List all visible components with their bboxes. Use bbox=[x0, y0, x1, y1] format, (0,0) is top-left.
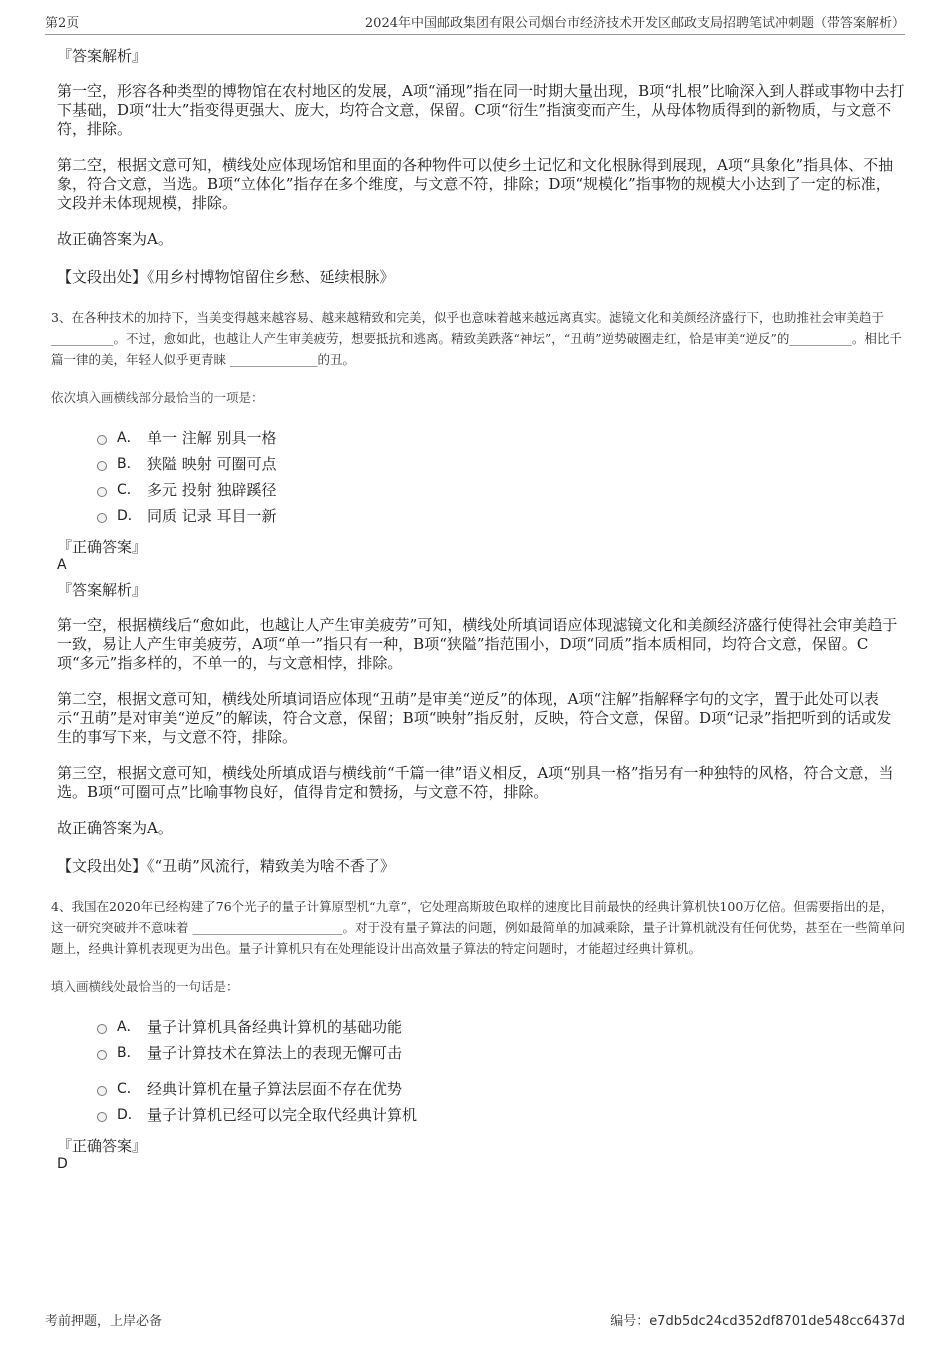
footer-slogan: 考前押题，上岸必备 bbox=[45, 1314, 163, 1329]
q3-analysis-p3: 第三空，根据文意可知，横线处所填成语与横线前“千篇一律”语义相反，A项“别具一格”指另有一种独特的风格，符合文意，当选。B项“可圈可点”比喻事物良好，值得肯定和赞扬，与文意不符，排除。 bbox=[57, 764, 894, 801]
radio-icon[interactable] bbox=[97, 487, 107, 497]
option-text: 单一 注解 别具一格 bbox=[147, 428, 277, 447]
q3-instruction: 依次填入画横线部分最恰当的一项是： bbox=[51, 390, 264, 405]
q3-answer: A bbox=[57, 557, 67, 573]
document-id: 编号：e7db5dc24cd352df8701de548cc6437d bbox=[610, 1314, 905, 1329]
option-text: 经典计算机在量子算法层面不存在优势 bbox=[147, 1079, 403, 1098]
q3-option-c[interactable] bbox=[97, 476, 905, 502]
option-letter: D． bbox=[117, 1107, 142, 1123]
option-letter: C． bbox=[117, 482, 141, 498]
option-letter: A． bbox=[117, 1019, 141, 1035]
q4-answer: D bbox=[57, 1156, 68, 1172]
option-text: 同质 记录 耳目一新 bbox=[147, 506, 277, 525]
radio-icon[interactable] bbox=[97, 1112, 107, 1122]
page-header bbox=[45, 12, 905, 35]
main-content bbox=[51, 45, 905, 1178]
q3-option-d[interactable] bbox=[97, 502, 905, 528]
option-text: 量子计算机具备经典计算机的基础功能 bbox=[147, 1017, 403, 1036]
q2-analysis-p1: 第一空，形容各种类型的博物馆在农村地区的发展，A项“涌现”指在同一时期大量出现，B项“扎根”比喻深入到人群或事物中去打下基础，D项“壮大”指变得更强大、庞大，均符合文意，保留。C项“衍生”指演变而产生，从母体物质得到的新物质，与文意不符，排除。 bbox=[57, 82, 905, 138]
q2-analysis-heading: 『答案解析』 bbox=[57, 47, 148, 65]
q3-options bbox=[97, 424, 905, 528]
q4-answer-heading: 『正确答案』 bbox=[57, 1137, 148, 1155]
option-text: 多元 投射 独辟蹊径 bbox=[147, 480, 277, 499]
q3-source: 【文段出处】《“丑萌”风流行，精致美为啥不香了》 bbox=[57, 857, 395, 875]
page-number: 第2页 bbox=[45, 16, 80, 31]
q3-answer-heading: 『正确答案』 bbox=[57, 538, 148, 556]
q4-instruction: 填入画横线处最恰当的一句话是： bbox=[51, 979, 239, 994]
option-letter: A． bbox=[117, 430, 141, 446]
q3-option-b[interactable] bbox=[97, 450, 905, 476]
q3-option-a[interactable] bbox=[97, 424, 905, 450]
option-letter: C． bbox=[117, 1081, 141, 1097]
q4-option-c[interactable] bbox=[97, 1075, 905, 1101]
radio-icon[interactable] bbox=[97, 513, 107, 523]
q3-conclusion: 故正确答案为A。 bbox=[57, 819, 173, 837]
document-title: 2024年中国邮政集团有限公司烟台市经济技术开发区邮政支局招聘笔试冲刺题（带答案解析） bbox=[364, 16, 905, 31]
radio-icon[interactable] bbox=[97, 1024, 107, 1034]
q2-conclusion: 故正确答案为A。 bbox=[57, 230, 173, 248]
q2-source: 【文段出处】《用乡村博物馆留住乡愁、延续根脉》 bbox=[57, 268, 395, 286]
radio-icon[interactable] bbox=[97, 1050, 107, 1060]
page-footer bbox=[45, 1310, 905, 1329]
radio-icon[interactable] bbox=[97, 435, 107, 445]
q4-option-b[interactable] bbox=[97, 1039, 905, 1065]
q3-analysis-p1: 第一空，根据横线后“愈如此，也越让人产生审美疲劳”可知，横线处所填词语应体现滤镜文化和美颜经济盛行使得社会审美趋于一致，易让人产生审美疲劳，A项“单一”指只有一种，B项“狭隘”指范围小，D项“同质”指本质相同，均符合文意，保留。C项“多元”指多样的，不单一的，与文意相悖，排除。 bbox=[57, 616, 898, 672]
q4-stem: 4、我国在2020年已经构建了76个光子的量子计算原型机“九章”，它处理高斯玻色取样的速度比目前最快的经典计算机快100万亿倍。但需要指出的是，这一研究突破并不意味着 ________________________。对于没有量子算法的问题，例如最简单的加减乘除，量子计算机就没有任何优势，甚至在一些简单问题上，经典计算机表现更为出色。量子计算机只有在处理能设计出高效量子算法的特定问题时，才能超过经典计算机。 bbox=[51, 899, 905, 956]
radio-icon[interactable] bbox=[97, 461, 107, 471]
q3-analysis-p2: 第二空，根据文意可知，横线处所填词语应体现“丑萌”是审美“逆反”的体现，A项“注解”指解释字句的文字，置于此处可以表示“丑萌”是对审美“逆反”的解读，符合文意，保留；B项“映射”指反射，反映，符合文意，保留。D项“记录”指把听到的话或发生的事写下来，与文意不符，排除。 bbox=[57, 690, 892, 746]
radio-icon[interactable] bbox=[97, 1086, 107, 1096]
q3-stem: 3、在各种技术的加持下，当美变得越来越容易、越来越精致和完美，似乎也意味着越来越远离真实。滤镜文化和美颜经济盛行下，也助推社会审美趋于 __________。不过，愈如此，也越让人产生审美疲劳，想要抵抗和逃离。精致美跌落“神坛”，“丑萌”逆势破圈走红，恰是审美“逆反”的__________。相比千篇一律的美，年轻人似乎更青睐 ______________的丑。 bbox=[51, 310, 902, 367]
q4-option-a[interactable] bbox=[97, 1013, 905, 1039]
option-text: 狭隘 映射 可圈可点 bbox=[147, 454, 277, 473]
q2-analysis-p2: 第二空，根据文意可知，横线处应体现场馆和里面的各种物件可以使乡土记忆和文化根脉得到展现，A项“具象化”指具体、不抽象，符合文意，当选。B项“立体化”指存在多个维度，与文意不符，排除；D项“规模化”指事物的规模大小达到了一定的标准，文段并未体现规模，排除。 bbox=[57, 156, 894, 212]
option-letter: D． bbox=[117, 508, 142, 524]
q4-option-d[interactable] bbox=[97, 1101, 905, 1127]
q3-analysis-heading: 『答案解析』 bbox=[57, 581, 148, 599]
option-text: 量子计算机已经可以完全取代经典计算机 bbox=[147, 1105, 418, 1124]
option-text: 量子计算技术在算法上的表现无懈可击 bbox=[147, 1043, 403, 1062]
option-letter: B． bbox=[117, 1045, 141, 1061]
option-letter: B． bbox=[117, 456, 141, 472]
q4-options bbox=[97, 1013, 905, 1127]
